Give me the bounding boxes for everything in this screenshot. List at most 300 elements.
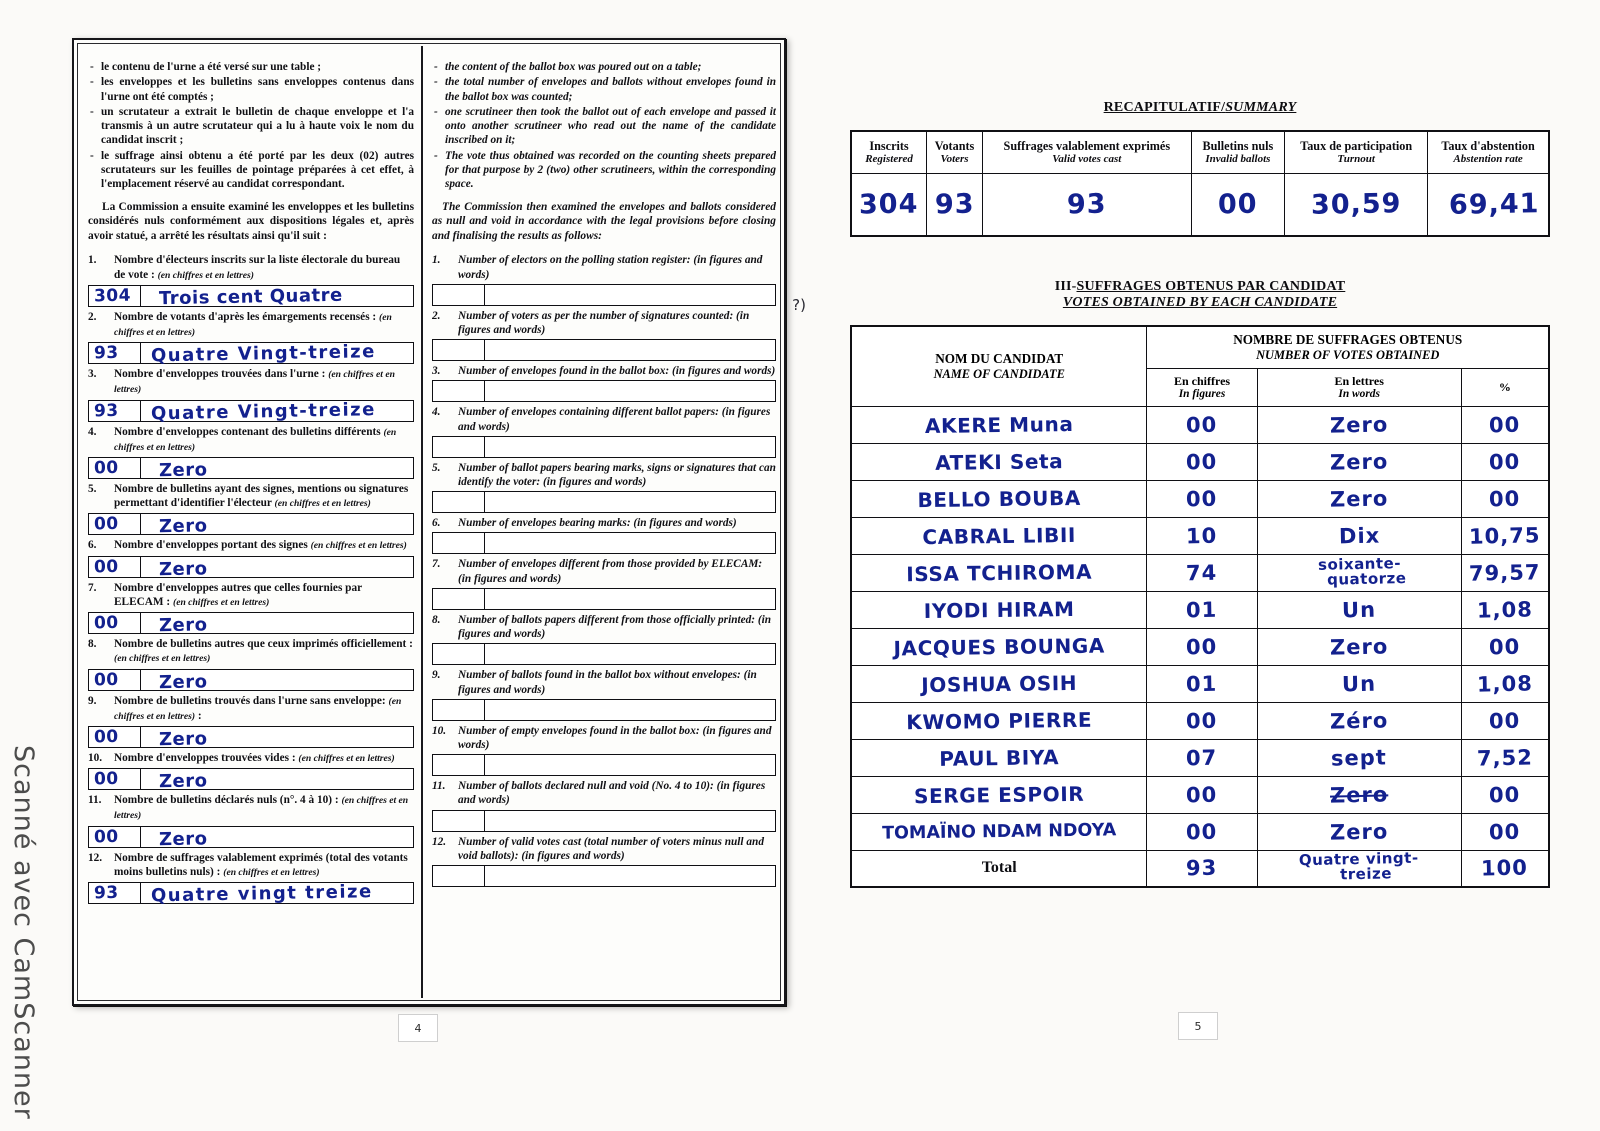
answer-words-cell[interactable] — [141, 458, 413, 481]
french-answer-box-11[interactable] — [88, 826, 414, 848]
candidate-figures-cell[interactable] — [1147, 702, 1257, 739]
candidate-words-cell[interactable] — [1257, 554, 1461, 591]
handwritten-summary-value: 93 — [1066, 188, 1107, 221]
french-item-label-7 — [88, 581, 414, 610]
item-number: 10. — [88, 751, 103, 764]
candidate-name-cell[interactable] — [851, 517, 1147, 554]
answer-words-cell[interactable] — [141, 613, 413, 636]
handwritten-percent: 00 — [1488, 412, 1521, 437]
candidate-figures-cell[interactable] — [1147, 443, 1257, 480]
english-bullet-item: - The vote thus obtained was recorded on the counting sheets prepared for that purpose by 2 (two) other scrutineers, within the corresponding space. — [432, 149, 776, 192]
answer-words-cell[interactable] — [141, 880, 413, 906]
item-text: Number of envelopes bearing marks: (in figures and words) — [458, 517, 737, 530]
english-answer-box-7[interactable] — [432, 588, 776, 610]
candidate-row — [851, 628, 1549, 665]
item-number: 9. — [88, 694, 97, 707]
candidate-row — [851, 702, 1549, 739]
answer-figures-cell[interactable] — [433, 492, 485, 512]
candidate-row — [851, 665, 1549, 702]
candidate-percent-cell[interactable] — [1461, 739, 1549, 776]
french-answer-box-4[interactable] — [88, 457, 414, 479]
answer-words-cell[interactable] — [485, 492, 775, 512]
english-item-label-6 — [432, 516, 776, 530]
candidate-figures-cell[interactable] — [1147, 776, 1257, 813]
english-bullet-item: - one scrutineer then took the ballot out of each envelope and passed it onto another scrutineer who read out the name of the candidate inscribed on it; — [432, 105, 776, 148]
english-item-9 — [432, 668, 776, 720]
answer-words-cell[interactable] — [141, 727, 413, 750]
french-item-5 — [88, 482, 414, 538]
french-item-6 — [88, 538, 414, 580]
french-item-3 — [88, 367, 414, 424]
answer-words-cell[interactable] — [485, 589, 775, 609]
item-text: Number of ballots found in the ballot box without envelopes: (in figures and words) — [458, 669, 757, 696]
candidate-words-cell[interactable] — [1257, 813, 1461, 850]
answer-words-cell[interactable] — [141, 284, 413, 309]
candidate-words-cell[interactable] — [1257, 776, 1461, 813]
answer-words-cell[interactable] — [141, 670, 413, 693]
english-answer-box-1[interactable] — [432, 284, 776, 306]
handwritten-figure: 00 — [93, 613, 119, 634]
candidate-words-cell[interactable] — [1257, 665, 1461, 702]
answer-figures-cell[interactable] — [433, 285, 485, 305]
summary-header-fr: Inscrits — [869, 139, 909, 153]
header-in-words — [1257, 368, 1461, 406]
item-text: Nombre d'enveloppes contenant des bulletins différents (en chiffres et en lettres) — [114, 425, 397, 453]
answer-words-cell[interactable] — [141, 340, 413, 367]
answer-figures-cell[interactable] — [89, 286, 141, 306]
candidate-percent-cell[interactable] — [1461, 480, 1549, 517]
summary-value-6[interactable] — [1428, 174, 1549, 236]
handwritten-candidate-name: ISSA TCHIROMA — [906, 559, 1093, 586]
answer-figures-cell[interactable] — [433, 533, 485, 553]
english-item-label-11 — [432, 779, 776, 807]
handwritten-words: Zero — [1329, 633, 1389, 660]
candidate-words-cell[interactable] — [1257, 628, 1461, 665]
english-answer-box-3[interactable] — [432, 380, 776, 402]
candidate-percent-cell[interactable] — [1461, 702, 1549, 739]
handwritten-percent: 00 — [1488, 708, 1521, 733]
candidate-words-cell[interactable] — [1257, 406, 1461, 443]
candidate-name-cell[interactable] — [851, 813, 1147, 850]
candidate-words-cell[interactable] — [1257, 739, 1461, 776]
answer-words-cell[interactable] — [485, 437, 775, 457]
answer-figures-cell[interactable] — [433, 340, 485, 360]
candidate-name-cell[interactable] — [851, 702, 1147, 739]
candidate-name-cell[interactable] — [851, 665, 1147, 702]
item-text: Nombre d'enveloppes autres que celles fournies par ELECAM : (en chiffres et en lettres) — [114, 581, 362, 608]
english-item-7 — [432, 557, 776, 609]
french-item-9 — [88, 694, 414, 748]
candidate-name-cell[interactable] — [851, 628, 1147, 665]
handwritten-words: Zero — [158, 515, 208, 538]
english-bullet-item: - the total number of envelopes and ballots without envelopes found in the ballot box was counted; — [432, 75, 776, 104]
candidate-words-cell[interactable] — [1257, 480, 1461, 517]
english-item-label-5 — [432, 461, 776, 489]
handwritten-words: Zéro — [1329, 707, 1389, 734]
left-scanned-page — [72, 38, 806, 1006]
french-answer-box-7[interactable] — [88, 612, 414, 634]
summary-header-en: Voters — [940, 153, 969, 165]
item-number: 12. — [432, 835, 447, 848]
french-item-label-4 — [88, 425, 414, 455]
answer-figures-cell[interactable] — [433, 811, 485, 831]
summary-header-en: Registered — [865, 153, 913, 165]
candidate-name-cell[interactable] — [851, 739, 1147, 776]
english-item-6 — [432, 516, 776, 554]
candidate-figures-cell[interactable] — [1147, 628, 1257, 665]
item-number: 5. — [432, 461, 441, 474]
handwritten-words: Zero — [158, 827, 208, 850]
handwritten-summary-value: 00 — [1217, 188, 1258, 221]
total-percent-cell[interactable] — [1461, 850, 1549, 887]
item-number: 7. — [432, 558, 441, 571]
handwritten-figures: 07 — [1186, 745, 1218, 770]
candidate-figures-cell[interactable] — [1147, 480, 1257, 517]
summary-header-fr: Taux de participation — [1300, 139, 1413, 153]
handwritten-words: Dix — [1338, 523, 1380, 548]
handwritten-figures: 00 — [1186, 449, 1218, 474]
handwritten-summary-value: 93 — [934, 188, 975, 221]
item-number: 3. — [432, 365, 441, 378]
french-paragraph: La Commission a ensuite examiné les enveloppes et les bulletins considérés nuls conformément aux dispositions légales et, après avoir statué, a arrêté les résultats ainsi qu'il suit : — [88, 200, 414, 242]
candidate-row — [851, 739, 1549, 776]
candidate-percent-cell[interactable] — [1461, 443, 1549, 480]
candidate-name-cell[interactable] — [851, 480, 1147, 517]
answer-figures-cell[interactable] — [433, 644, 485, 664]
french-bullet-item: - le contenu de l'urne a été versé sur une table ; — [88, 60, 414, 74]
item-number: 4. — [432, 406, 441, 419]
answer-words-cell[interactable] — [485, 811, 775, 831]
summary-title — [850, 100, 1550, 116]
stray-pen-mark: ?) — [792, 296, 806, 314]
answer-words-cell[interactable] — [485, 285, 775, 305]
french-item-1 — [88, 253, 414, 309]
total-figures-cell[interactable] — [1147, 850, 1257, 887]
answer-figures-cell[interactable] — [433, 381, 485, 401]
candidate-row — [851, 591, 1549, 628]
answer-figures-cell[interactable] — [89, 458, 141, 478]
english-item-label-2 — [432, 309, 776, 337]
handwritten-percent: 79,57 — [1468, 559, 1541, 586]
french-answer-box-6[interactable] — [88, 556, 414, 578]
handwritten-figure: 93 — [93, 400, 119, 422]
candidates-table-body — [851, 406, 1549, 887]
answer-words-cell[interactable] — [485, 340, 775, 360]
item-text: Nombre de suffrages valablement exprimés (total des votants moins bulletins nuls) : (en chiffres et en lettres) — [114, 851, 408, 878]
handwritten-figure: 304 — [93, 285, 132, 307]
candidate-percent-cell[interactable] — [1461, 517, 1549, 554]
candidate-row — [851, 776, 1549, 813]
english-answer-box-8[interactable] — [432, 643, 776, 665]
summary-title-fr: RECAPITULATIF — [1103, 100, 1222, 115]
handwritten-candidate-name: TOMAÏNO NDAM NDOYA — [882, 819, 1117, 844]
summary-value-row — [851, 174, 1549, 236]
handwritten-total-figures: 93 — [1186, 855, 1218, 881]
header-words-en: In words — [1338, 387, 1380, 400]
answer-figures-cell[interactable] — [433, 755, 485, 775]
item-number: 8. — [88, 638, 97, 651]
candidate-words-cell[interactable] — [1257, 443, 1461, 480]
candidate-figures-cell[interactable] — [1147, 591, 1257, 628]
answer-words-cell[interactable] — [485, 755, 775, 775]
header-in-figures — [1147, 368, 1257, 406]
handwritten-words: Zero — [1329, 485, 1389, 512]
answer-figures-cell[interactable] — [89, 769, 141, 789]
french-answer-box-5[interactable] — [88, 513, 414, 538]
handwritten-words: Zero — [1329, 411, 1389, 438]
item-hint: (en chiffres et en lettres) — [157, 269, 254, 281]
english-item-4 — [432, 405, 776, 457]
handwritten-figure: 93 — [93, 882, 119, 904]
handwritten-candidate-name: CABRAL LIBII — [922, 522, 1077, 549]
summary-header-en: Valid votes cast — [1052, 153, 1122, 165]
candidate-percent-cell[interactable] — [1461, 406, 1549, 443]
french-item-2 — [88, 310, 414, 367]
english-answer-box-10[interactable] — [432, 754, 776, 776]
candidate-row — [851, 406, 1549, 443]
handwritten-figures: 00 — [1186, 634, 1218, 659]
handwritten-figure: 00 — [93, 556, 119, 578]
answer-words-cell[interactable] — [485, 700, 775, 720]
item-text: Nombre d'enveloppes portant des signes (en chiffres et en lettres) — [114, 539, 407, 552]
item-text: Nombre d'enveloppes trouvées dans l'urne : (en chiffres et en lettres) — [114, 368, 395, 396]
item-text: Nombre de bulletins ayant des signes, mentions ou signatures permettant d'identifier l'électeur (en chiffres et en lettres) — [114, 483, 409, 510]
french-answer-box-1[interactable] — [88, 285, 414, 307]
candidate-percent-cell[interactable] — [1461, 628, 1549, 665]
french-item-label-1 — [88, 253, 414, 282]
summary-table — [850, 130, 1550, 237]
handwritten-words: Quatre Vingt-treize — [150, 340, 377, 367]
candidate-row — [851, 554, 1549, 591]
candidate-percent-cell[interactable] — [1461, 813, 1549, 850]
summary-value-2[interactable] — [927, 174, 983, 236]
french-answer-box-10[interactable] — [88, 768, 414, 790]
english-answer-box-9[interactable] — [432, 699, 776, 721]
handwritten-figures: 01 — [1186, 597, 1218, 622]
answer-words-cell[interactable] — [141, 827, 413, 850]
right-scanned-page — [850, 100, 1550, 888]
candidates-title-number: III- — [1054, 278, 1077, 294]
handwritten-candidate-name: BELLO BOUBA — [917, 485, 1082, 512]
header-votes-obtained — [1147, 326, 1549, 369]
handwritten-words: Zero — [158, 613, 208, 636]
french-column — [88, 60, 414, 990]
candidate-words-cell[interactable] — [1257, 702, 1461, 739]
english-item-12 — [432, 835, 776, 887]
candidate-figures-cell[interactable] — [1147, 517, 1257, 554]
handwritten-figures: 10 — [1186, 523, 1218, 548]
item-hint: (en chiffres et en lettres) — [114, 426, 397, 453]
french-answer-box-3[interactable] — [88, 400, 414, 422]
answer-words-cell[interactable] — [141, 769, 413, 792]
summary-title-en: SUMMARY — [1225, 100, 1297, 115]
answer-figures-cell[interactable] — [89, 514, 141, 534]
candidates-title-en: VOTES OBTAINED BY EACH CANDIDATE — [1062, 294, 1338, 310]
answer-figures-cell[interactable] — [433, 437, 485, 457]
answer-words-cell[interactable] — [141, 557, 413, 580]
item-hint: (en chiffres et en lettres) — [114, 369, 395, 396]
handwritten-candidate-name: SERGE ESPOIR — [913, 781, 1085, 808]
french-answer-box-12[interactable] — [88, 882, 414, 904]
english-item-label-9 — [432, 668, 776, 696]
handwritten-percent: 00 — [1488, 782, 1521, 807]
item-text: Nombre d'électeurs inscrits sur la liste électorale du bureau de vote : (en chiffres et en lettres) — [114, 254, 401, 281]
candidate-words-cell[interactable] — [1257, 517, 1461, 554]
item-hint: (en chiffres et en lettres) — [114, 695, 402, 722]
header-candidate-name-fr: NOM DU CANDIDAT — [935, 350, 1064, 366]
french-answer-box-8[interactable] — [88, 669, 414, 691]
item-text: Number of ballots declared null and void (No. 4 to 10): (in figures and words) — [458, 780, 766, 807]
english-bullet-item: - the content of the ballot box was poured out on a table; — [432, 60, 776, 74]
item-hint: (en chiffres et en lettres) — [223, 866, 320, 878]
english-answer-box-5[interactable] — [432, 491, 776, 513]
handwritten-figure: 00 — [93, 669, 119, 690]
english-answer-box-4[interactable] — [432, 436, 776, 458]
summary-header-en: Turnout — [1337, 153, 1375, 165]
answer-words-cell[interactable] — [485, 644, 775, 664]
candidate-name-cell[interactable] — [851, 554, 1147, 591]
handwritten-percent: 1,08 — [1476, 596, 1534, 623]
english-answer-box-11[interactable] — [432, 810, 776, 832]
summary-value-3[interactable] — [983, 174, 1192, 236]
english-item-label-12 — [432, 835, 776, 863]
french-item-label-2 — [88, 310, 414, 340]
handwritten-figure: 00 — [93, 514, 119, 535]
english-answer-box-6[interactable] — [432, 532, 776, 554]
summary-header-1 — [851, 131, 927, 174]
french-bullet-item: - les enveloppes et les bulletins sans enveloppes contenus dans l'urne ont été comptés ; — [88, 75, 414, 104]
french-question-list — [88, 253, 414, 906]
english-item-11 — [432, 779, 776, 831]
candidate-figures-cell[interactable] — [1147, 406, 1257, 443]
french-item-label-6 — [88, 538, 414, 553]
handwritten-words: Un — [1341, 671, 1377, 696]
candidate-figures-cell[interactable] — [1147, 665, 1257, 702]
answer-figures-cell[interactable] — [89, 343, 141, 363]
answer-figures-cell[interactable] — [89, 557, 141, 577]
summary-value-1[interactable] — [851, 174, 927, 236]
summary-header-4 — [1191, 131, 1285, 174]
candidate-percent-cell[interactable] — [1461, 776, 1549, 813]
french-item-label-8 — [88, 637, 414, 666]
handwritten-words: Zero — [1329, 781, 1389, 808]
candidate-percent-cell[interactable] — [1461, 665, 1549, 702]
candidates-title — [850, 279, 1550, 311]
handwritten-figures: 00 — [1186, 412, 1218, 437]
handwritten-words: Zero — [1329, 818, 1389, 845]
handwritten-words: Trois cent Quatre — [158, 284, 343, 309]
answer-figures-cell[interactable] — [433, 589, 485, 609]
handwritten-words: Zero — [158, 458, 208, 481]
english-paragraph: The Commission then examined the envelopes and ballots considered as null and void in accordance with the legal provisions before closing and finalising the results as follows: — [432, 200, 776, 242]
item-text: Nombre de bulletins trouvés dans l'urne sans enveloppe: (en chiffres et en lettres) : — [114, 694, 402, 722]
candidate-percent-cell[interactable] — [1461, 591, 1549, 628]
candidate-name-cell[interactable] — [851, 406, 1147, 443]
item-hint: (en chiffres et en lettres) — [298, 752, 395, 764]
english-item-label-1 — [432, 253, 776, 281]
item-hint: (en chiffres et en lettres) — [114, 795, 409, 822]
candidate-name-cell[interactable] — [851, 443, 1147, 480]
answer-words-cell[interactable] — [485, 533, 775, 553]
french-answer-box-9[interactable] — [88, 726, 414, 748]
candidate-row — [851, 480, 1549, 517]
answer-figures-cell[interactable] — [89, 827, 141, 847]
candidate-name-cell[interactable] — [851, 776, 1147, 813]
candidate-name-cell[interactable] — [851, 591, 1147, 628]
total-words-cell[interactable] — [1257, 850, 1461, 887]
summary-header-5 — [1285, 131, 1428, 174]
english-item-2 — [432, 309, 776, 361]
answer-figures-cell[interactable] — [433, 866, 485, 886]
candidate-figures-cell[interactable] — [1147, 739, 1257, 776]
answer-words-cell[interactable] — [141, 514, 413, 538]
header-candidate-name-en: NAME OF CANDIDATE — [933, 366, 1065, 381]
english-answer-box-12[interactable] — [432, 865, 776, 887]
header-votes-en: NUMBER OF VOTES OBTAINED — [1256, 347, 1440, 362]
french-item-8 — [88, 637, 414, 693]
french-item-label-11 — [88, 793, 414, 823]
item-text: Number of electors on the polling station register: (in figures and words) — [458, 254, 763, 281]
english-item-label-3 — [432, 364, 776, 378]
item-text: Number of ballots papers different from those officially printed: (in figures and words) — [458, 613, 772, 641]
handwritten-percent: 7,52 — [1476, 744, 1534, 771]
item-hint: (en chiffres et en lettres) — [114, 311, 392, 339]
handwritten-percent: 10,75 — [1468, 522, 1541, 549]
answer-figures-cell[interactable] — [89, 613, 141, 633]
answer-figures-cell[interactable] — [89, 883, 141, 903]
answer-figures-cell[interactable] — [433, 700, 485, 720]
camscanner-watermark: Scanné avec CamScanner — [8, 745, 39, 1120]
handwritten-summary-value: 30,59 — [1310, 187, 1402, 221]
french-bullet-item: - le suffrage ainsi obtenu a été porté par les deux (02) autres scrutateurs sur les feuilles de pointage préparées à cet effet, à l'emplacement réservé au candidat correspondant. — [88, 149, 414, 192]
summary-header-2 — [927, 131, 983, 174]
candidate-figures-cell[interactable] — [1147, 554, 1257, 591]
answer-words-cell[interactable] — [141, 398, 413, 424]
english-question-list — [432, 253, 776, 886]
header-percent — [1461, 368, 1549, 406]
summary-value-5[interactable] — [1285, 174, 1428, 236]
handwritten-words: Zero — [1329, 448, 1389, 475]
candidate-words-cell[interactable] — [1257, 591, 1461, 628]
french-answer-box-2[interactable] — [88, 340, 414, 367]
answer-words-cell[interactable] — [485, 866, 775, 886]
english-answer-box-2[interactable] — [432, 339, 776, 361]
answer-words-cell[interactable] — [485, 381, 775, 401]
answer-figures-cell[interactable] — [89, 727, 141, 747]
english-item-label-8 — [432, 613, 776, 641]
candidate-row — [851, 517, 1549, 554]
answer-figures-cell[interactable] — [89, 401, 141, 421]
handwritten-words: Un — [1341, 597, 1377, 622]
item-hint: (en chiffres et en lettres) — [274, 498, 371, 510]
candidate-percent-cell[interactable] — [1461, 554, 1549, 591]
handwritten-candidate-name: AKERE Muna — [924, 411, 1074, 438]
item-text: Nombre de votants d'après les émargements recensés : (en chiffres et en lettres) — [114, 310, 392, 339]
item-number: 2. — [432, 309, 441, 322]
summary-value-4[interactable] — [1191, 174, 1285, 236]
candidates-title-fr: SUFFRAGES OBTENUS PAR CANDIDAT — [1076, 278, 1346, 294]
handwritten-percent: 00 — [1488, 486, 1521, 511]
handwritten-words: Zero — [158, 769, 208, 792]
candidate-row — [851, 443, 1549, 480]
candidate-figures-cell[interactable] — [1147, 813, 1257, 850]
answer-figures-cell[interactable] — [89, 670, 141, 690]
handwritten-figures: 00 — [1186, 486, 1218, 511]
item-number: 9. — [432, 669, 441, 682]
item-text: Number of envelopes different from those provided by ELECAM: (in figures and words) — [458, 558, 763, 585]
english-item-label-4 — [432, 405, 776, 433]
item-number: 11. — [88, 794, 102, 807]
